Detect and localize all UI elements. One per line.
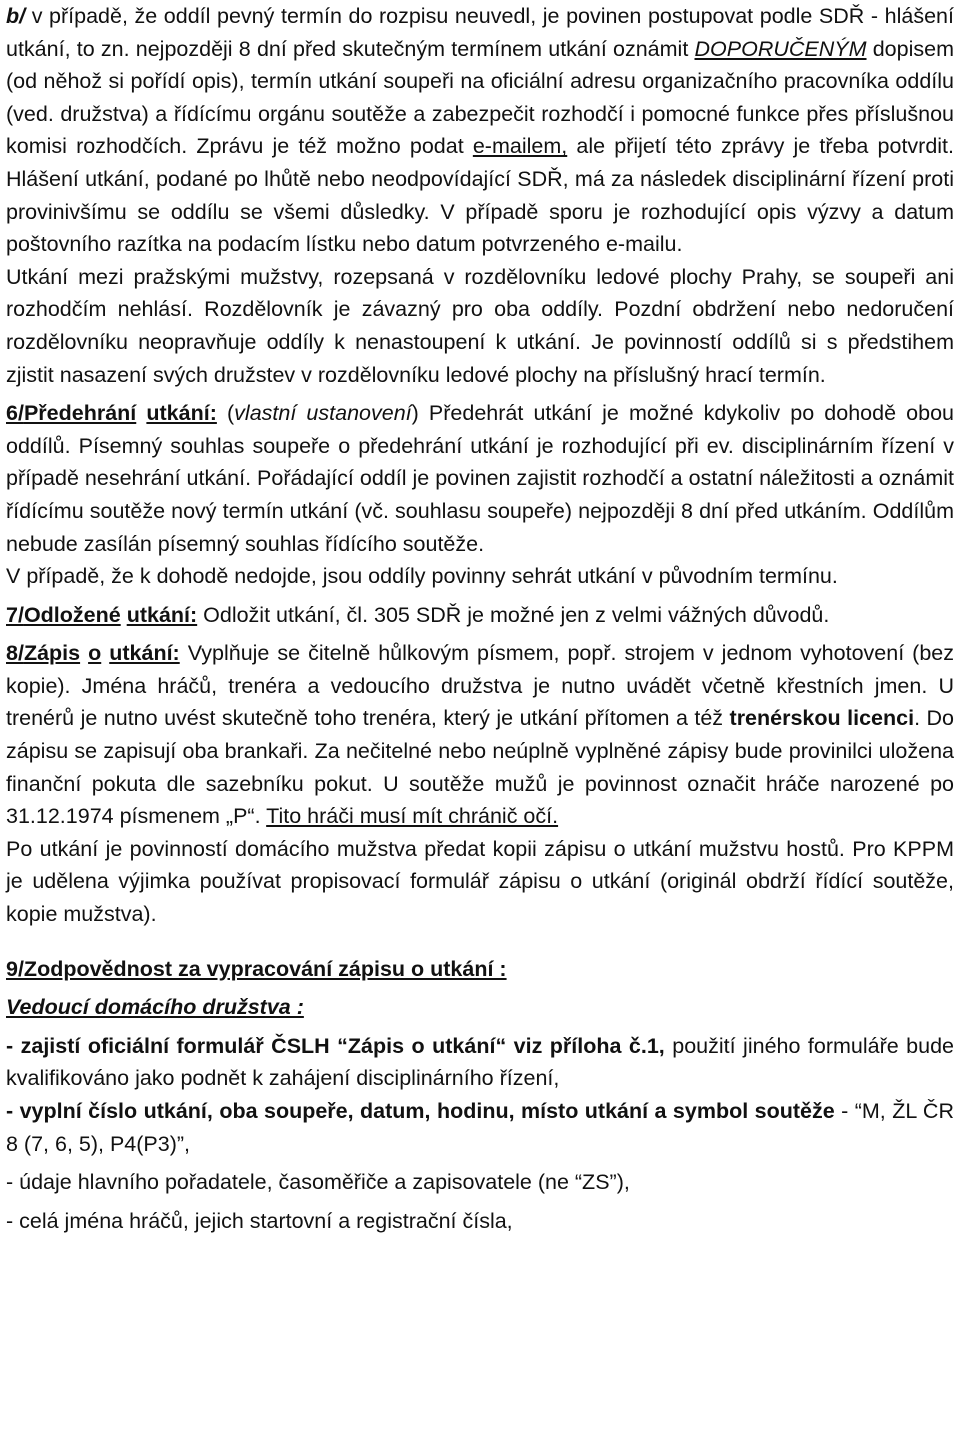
text-run: dopisem (od něhož si pořídí opis), termín utkání soupeři na oficiální adresu organizačního pracovníka oddílu (ved. družstva) a řídícímu orgánu soutěže a zabezpečit rozhodčí i pomocné funkce přes příslušnou komisi rozhodčích. Zprávu je též možno podat — [6, 36, 954, 159]
heading-section-9-responsibility — [6, 953, 954, 986]
paragraph-record-copy — [6, 833, 954, 931]
heading-home-team-leader — [6, 991, 954, 1024]
text-run: b/ — [6, 4, 26, 28]
list-item-player-names — [6, 1205, 954, 1238]
text-run: utkání: — [109, 641, 180, 666]
text-run: utkání: — [126, 602, 198, 627]
text-run: ) Předehrát utkání je možné kdykoliv po dohodě obou oddílů. Písemný souhlas soupeře o předehrání utkání je rozhodující při ev. disciplinárním řízení v případě nesehrání utkání. Pořádající oddíl je povinen zajistit rozhodčí a ostatní náležitosti a oznámit řídícímu soutěže nový termín utkání (vč. souhlasu soupeře) nejpozději 8 dní před utkáním. Oddílům nebude zasílán písemný souhlas řídícího soutěže. — [6, 401, 954, 556]
text-run: Předehrání — [23, 401, 137, 426]
paragraph-section-6-pre-play — [6, 397, 954, 560]
paragraph-announcement-rules — [6, 0, 954, 261]
text-run: Vedoucí domácího družstva : — [6, 995, 304, 1020]
text-run: ( — [216, 401, 235, 426]
text-run: 6/ — [6, 401, 24, 426]
text-run: . Do zápisu se zapisují oba brankaři. Za nečitelné nebo neúplně vyplněné zápisy bude provinilci uložena finanční pokuta dle sazebníku pokut. U soutěže mužů je povinnost označit hráče narozené po 31.12.1974 písmenem „P“. — [6, 706, 954, 829]
text-run: - celá jména hráčů, jejich startovní a registrační čísla, — [6, 1208, 513, 1233]
text-run — [136, 401, 146, 425]
text-run: Tito hráči musí mít chránič očí. — [266, 804, 559, 829]
text-run: Odložené — [23, 602, 121, 627]
text-run: - vyplní číslo utkání, oba soupeře, datum, hodinu, místo utkání a symbol soutěže — [6, 1099, 835, 1123]
text-run — [80, 641, 88, 665]
text-run: ale přijetí této zprávy je třeba potvrdit. Hlášení utkání, podané po lhůtě nebo neodpovídající SDŘ, má za následek disciplinární řízení proti provinivšímu se oddílu se všemi důsledky. V případě sporu je rozhodující opis výzvy a datum poštovního razítka na podacím lístku nebo datum potvrzeného e-mailu. — [6, 134, 955, 257]
text-run: utkání: — [146, 401, 217, 426]
list-item-official-form — [6, 1030, 954, 1095]
text-run: 8/ — [6, 641, 24, 666]
text-run: e-mailem, — [472, 134, 568, 159]
text-run: 9/Zodpovědnost za vypracování zápisu o utkání : — [6, 956, 507, 981]
text-run: Utkání mezi pražskými mužstvy, rozepsaná v rozdělovníku ledové plochy Prahy, se soupeři ani rozhodčím nehlásí. Rozdělovník je závazný pro oba oddíly. Pozdní obdržení nebo nedoručení rozdělovníku neopravňuje oddíly k nenastoupení k utkání. Je povinností oddílů si s předstihem zjistit nasazení svých družstev v rozdělovníku ledové plochy na příslušný hrací termín. — [6, 264, 954, 387]
text-run: 7/ — [6, 602, 24, 627]
text-run: Odložit utkání, čl. 305 SDŘ je možné jen z velmi vážných důvodů. — [197, 602, 830, 627]
paragraph-prague-distribution — [6, 261, 954, 391]
text-run: - “M, ŽL ČR 8 (7, 6, 5), P4(P3)”, — [6, 1099, 954, 1156]
list-item-fill-match-info — [6, 1095, 954, 1160]
text-run: DOPORUČENÝM — [694, 36, 867, 61]
paragraph-no-agreement — [6, 560, 954, 593]
text-run: Vyplňuje se čitelně hůlkovým písmem, popř. strojem v jednom vyhotovení (bez kopie). Jména hráčů, trenéra a vedoucího družstva je nutno uvádět včetně křestních jmen. U trenérů je nutno uvést skutečně toho trenéra, který je utkání přítomen a též — [6, 641, 954, 731]
text-run: použití jiného formuláře bude kvalifikováno jako podnět k zahájení disciplinárního řízení, — [6, 1033, 955, 1091]
text-run: - zajistí oficiální formulář ČSLH “Zápis o utkání“ viz příloha č.1, — [6, 1033, 665, 1058]
text-run: vlastní ustanovení — [234, 401, 412, 426]
text-run: - údaje hlavního pořadatele, časoměřiče a zapisovatele (ne “ZS”), — [6, 1170, 630, 1195]
paragraph-section-7-postponed — [6, 599, 954, 632]
text-run: Po utkání je povinností domácího mužstva předat kopii zápisu o utkání mužstvu hostů. Pro KPPM je udělena výjimka používat propisovací formulář zápisu o utkání (originál obdrží řídící soutěže, kopie mužstva). — [6, 836, 954, 927]
text-run: v případě, že oddíl pevný termín do rozpisu neuvedl, je povinen postupovat podle SDŘ - hlášení utkání, to zn. nejpozději 8 dní před skutečným termínem utkání oznámit — [6, 4, 954, 61]
text-run: Zápis — [23, 641, 81, 666]
paragraph-section-8-match-record — [6, 637, 954, 833]
text-run: V případě, že k dohodě nedojde, jsou oddíly povinny sehrát utkání v původním termínu. — [6, 564, 838, 589]
text-run: o — [88, 641, 102, 666]
spacer — [6, 931, 954, 953]
list-item-officials-data — [6, 1166, 954, 1199]
text-run: trenérskou licenci — [729, 706, 915, 731]
